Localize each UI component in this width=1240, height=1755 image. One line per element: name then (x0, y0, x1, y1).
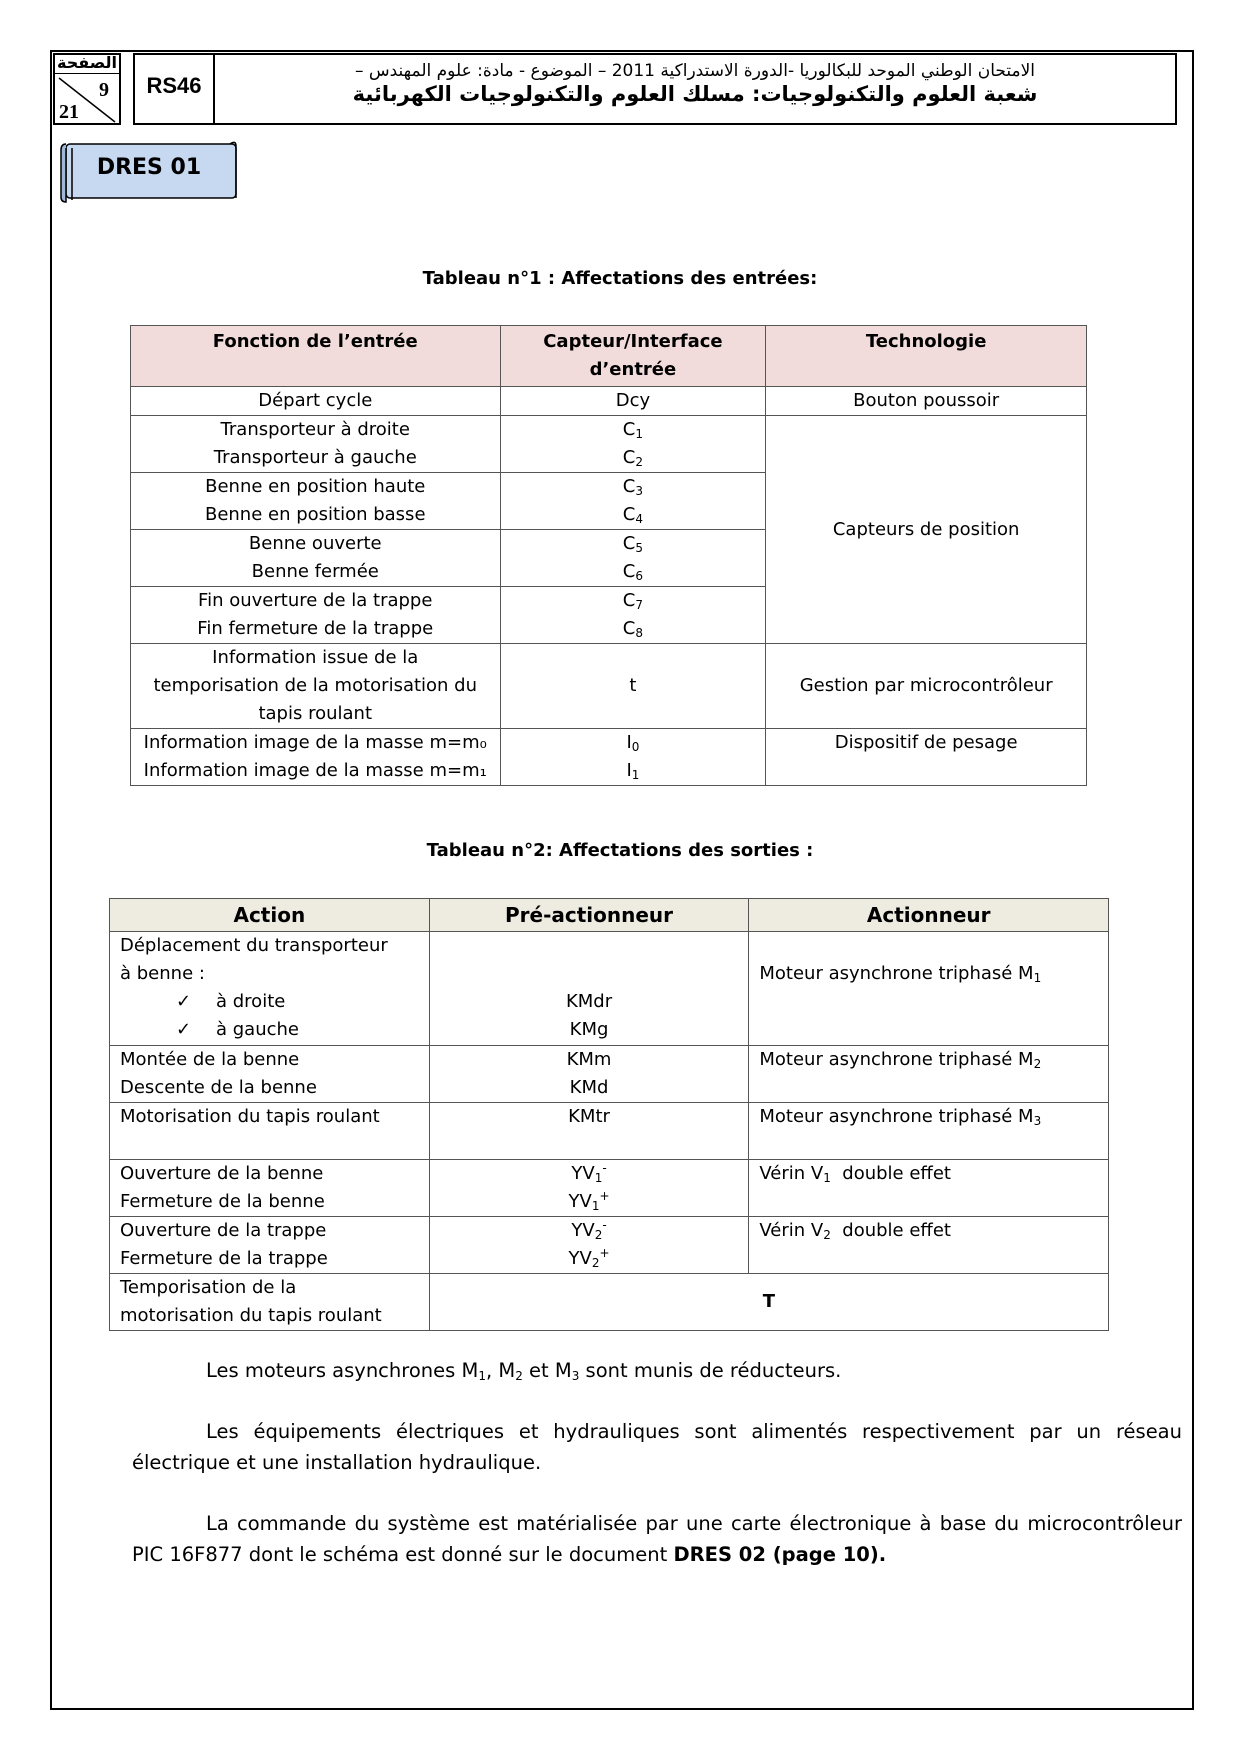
cell-pre-actuator: $YV_1^-$ $YV_1^+$ (429, 1160, 749, 1217)
table-header-row (131, 326, 1087, 387)
check-icon: ✓ (176, 1019, 192, 1040)
table1-caption-rest: : Affectations des entrées: (541, 268, 818, 289)
table-row (110, 1160, 1109, 1217)
table-row (131, 387, 1087, 416)
cell-action: Déplacement du transporteur à benne : ✓ à droite ✓ à gauche (110, 932, 430, 1046)
cell-pre-actuator: KMdr KMg (429, 932, 749, 1046)
cell-technology-merged: Capteurs de position (766, 416, 1087, 644)
table2-caption-rest: : Affectations des sorties : (545, 840, 814, 861)
cell-function: Transporteur à droite Transporteur à gauche (131, 416, 501, 473)
output-assignments-table (109, 898, 1109, 1331)
cell-sensor: $C_3$ $C_4$ (500, 473, 766, 530)
paragraph-equipment: Les équipements électriques et hydrauliques sont alimentés respectivement par un réseau électrique et une installation hydraulique. (132, 1420, 1182, 1474)
cell-action: Ouverture de la trappe Fermeture de la trappe (110, 1217, 430, 1274)
cell-action: Motorisation du tapis roulant (110, 1103, 430, 1160)
cell-function: Départ cycle (131, 387, 501, 416)
badge-label: DRES 01 (96, 155, 202, 180)
col-header-technology: Technologie (766, 326, 1087, 387)
cell-sensor: $I_0$ $I_1$ (500, 729, 766, 786)
table-row (131, 644, 1087, 729)
cell-function: Fin ouverture de la trappe Fin fermeture de la trappe (131, 587, 501, 644)
page-number-box (53, 53, 121, 125)
col-header-sensor: Capteur/Interface d’entrée (500, 326, 766, 387)
check-icon: ✓ (176, 991, 192, 1012)
cell-action: Ouverture de la benne Fermeture de la benne (110, 1160, 430, 1217)
cell-actuator: Moteur asynchrone triphasé $M_1$ (749, 932, 1109, 1046)
cell-technology: Gestion par microcontrôleur (766, 644, 1087, 729)
page-label: الصفحة (56, 55, 117, 72)
col-header-function: Fonction de l’entrée (131, 326, 501, 387)
table-row (131, 416, 1087, 473)
table1-caption (0, 268, 1240, 289)
table-row (131, 729, 1087, 786)
cell-technology: Bouton poussoir (766, 387, 1087, 416)
exam-title (213, 53, 1177, 125)
col-header-action: Action (110, 899, 430, 932)
cell-action: Montée de la benne Descente de la benne (110, 1046, 430, 1103)
paragraph-motors: Les moteurs asynchrones $M_1$, $M_2$ et $M_3$ sont munis de réducteurs. (206, 1359, 842, 1383)
page-number: 9 (99, 79, 109, 101)
cell-merged-timer: T (429, 1274, 1108, 1331)
input-assignments-table (130, 325, 1087, 786)
page-total: 21 (59, 101, 79, 123)
col-header-pre-actuator: Pré-actionneur (429, 899, 749, 932)
table-row (110, 1103, 1109, 1160)
cell-sensor: $C_5$ $C_6$ (500, 530, 766, 587)
table2-caption-bold: Tableau n°2 (426, 840, 546, 861)
cell-function: Information image de la masse m=m₀ Information image de la masse m=m₁ (131, 729, 501, 786)
table-row (110, 1217, 1109, 1274)
cell-actuator: Vérin $V_2$ double effet (749, 1217, 1109, 1274)
cell-sensor: Dcy (500, 387, 766, 416)
cell-actuator: Moteur asynchrone triphasé $M_2$ (749, 1046, 1109, 1103)
col-header-actuator: Actionneur (749, 899, 1109, 932)
cell-function: Benne ouverte Benne fermée (131, 530, 501, 587)
cell-sensor: $C_1$ $C_2$ (500, 416, 766, 473)
table1-caption-bold: Tableau n°1 (422, 268, 542, 289)
cell-actuator: Vérin $V_1$ double effet (749, 1160, 1109, 1217)
cell-technology: Dispositif de pesage (766, 729, 1087, 786)
cell-function: Information issue de la temporisation de la motorisation du tapis roulant (131, 644, 501, 729)
cell-sensor: t (500, 644, 766, 729)
document-reference: DRES 02 (page 10). (673, 1543, 887, 1566)
cell-action: Temporisation de la motorisation du tapis roulant (110, 1274, 430, 1331)
paragraph-control: La commande du système est matérialisée par une carte électronique à base du microcontrôleur PIC 16F877 dont le schéma est donné sur le document DRES 02 (page 10). (132, 1512, 1182, 1566)
cell-actuator: Moteur asynchrone triphasé $M_3$ (749, 1103, 1109, 1160)
exam-title-line2: شعبة العلوم والتكنولوجيات: مسلك العلوم والتكنولوجيات الكهربائية (352, 82, 1038, 106)
table-row (110, 932, 1109, 1046)
cell-sensor: $C_7$ $C_8$ (500, 587, 766, 644)
table-header-row (110, 899, 1109, 932)
exam-code: RS46 (133, 53, 215, 125)
cell-pre-actuator: $YV_2^-$ $YV_2^+$ (429, 1217, 749, 1274)
document-badge (58, 140, 240, 204)
exam-title-line1: الامتحان الوطني الموحد للبكالوريا -الدورة الاستدراكية 2011 – الموضوع - مادة: علوم المهندس – (354, 61, 1036, 81)
table-row (110, 1046, 1109, 1103)
table2-caption (0, 840, 1240, 861)
table-row (110, 1274, 1109, 1331)
cell-pre-actuator: KMm KMd (429, 1046, 749, 1103)
cell-function: Benne en position haute Benne en position basse (131, 473, 501, 530)
cell-pre-actuator: KMtr (429, 1103, 749, 1160)
